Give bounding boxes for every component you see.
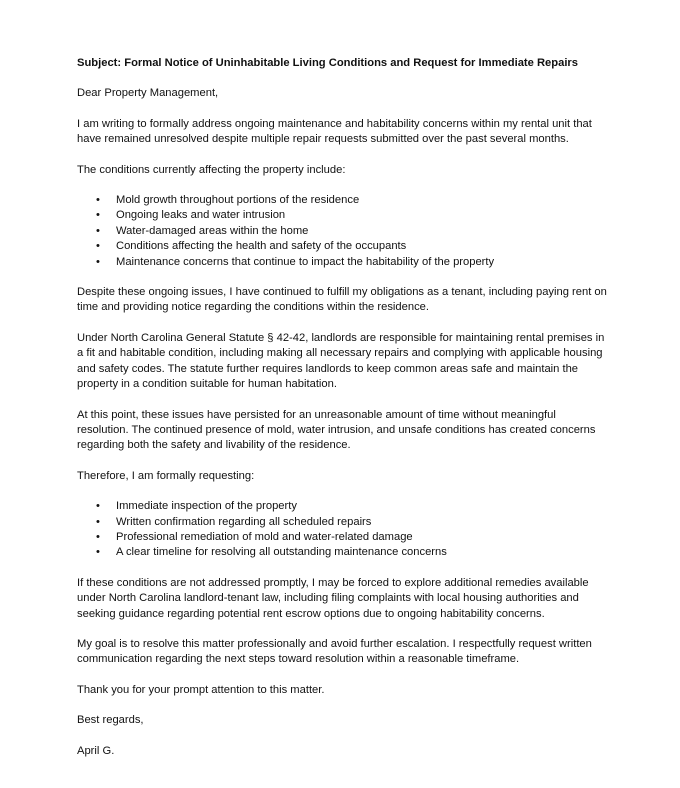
closing-line: Best regards, bbox=[77, 714, 144, 727]
thanks-line: Thank you for your prompt attention to this matter. bbox=[77, 683, 325, 696]
remedies-paragraph: If these conditions are not addressed promptly, I may be forced to explore additional remedies available under North Carolina landlord-tenant law, including filing complaints with local housing authorities and seeking guidance regarding potential rent escrow options due to ongoing habitability concerns. bbox=[77, 576, 589, 620]
goal-paragraph: My goal is to resolve this matter professionally and avoid further escalation. I respectfully request written communication regarding the next steps toward resolution within a reasonable timeframe. bbox=[77, 637, 592, 666]
list-item: • A clear timeline for resolving all outstanding maintenance concerns bbox=[77, 545, 610, 560]
list-item: • Mold growth throughout portions of the residence bbox=[77, 193, 610, 208]
signature-name: April G. bbox=[77, 744, 115, 757]
statute-paragraph: Under North Carolina General Statute § 42-42, landlords are responsible for maintaining rental premises in a fit and habitable condition, including making all necessary repairs and complying with applicable housing and safety codes. The statute further requires landlords to keep common areas safe and maintain the property in a condition suitable for human habitation. bbox=[77, 331, 605, 391]
requests-lead: Therefore, I am formally requesting: bbox=[77, 469, 255, 482]
letter-subject: Subject: Formal Notice of Uninhabitable Living Conditions and Request for Immediate Repairs bbox=[77, 57, 579, 69]
list-item: • Ongoing leaks and water intrusion bbox=[77, 208, 610, 223]
letter-salutation: Dear Property Management, bbox=[77, 87, 219, 100]
list-item: • Maintenance concerns that continue to impact the habitability of the property bbox=[77, 255, 610, 270]
obligations-paragraph: Despite these ongoing issues, I have continued to fulfill my obligations as a tenant, including paying rent on time and providing notice regarding the conditions within the residence. bbox=[77, 286, 607, 314]
conditions-lead: The conditions currently affecting the property include: bbox=[77, 163, 346, 176]
list-item: • Written confirmation regarding all scheduled repairs bbox=[77, 515, 610, 530]
list-item: • Professional remediation of mold and water-related damage bbox=[77, 530, 610, 545]
conditions-list bbox=[77, 193, 610, 270]
list-item: • Conditions affecting the health and safety of the occupants bbox=[77, 239, 610, 254]
requests-list bbox=[77, 499, 610, 561]
letter-intro: I am writing to formally address ongoing maintenance and habitability concerns within my rental unit that have remained unresolved despite multiple repair requests submitted over the past several months. bbox=[77, 117, 592, 146]
persisted-paragraph: At this point, these issues have persisted for an unreasonable amount of time without meaningful resolution. The continued presence of mold, water intrusion, and unsafe conditions has created concerns regarding both the safety and livability of the residence. bbox=[77, 408, 596, 452]
list-item: • Immediate inspection of the property bbox=[77, 499, 610, 514]
list-item: • Water-damaged areas within the home bbox=[77, 224, 610, 239]
